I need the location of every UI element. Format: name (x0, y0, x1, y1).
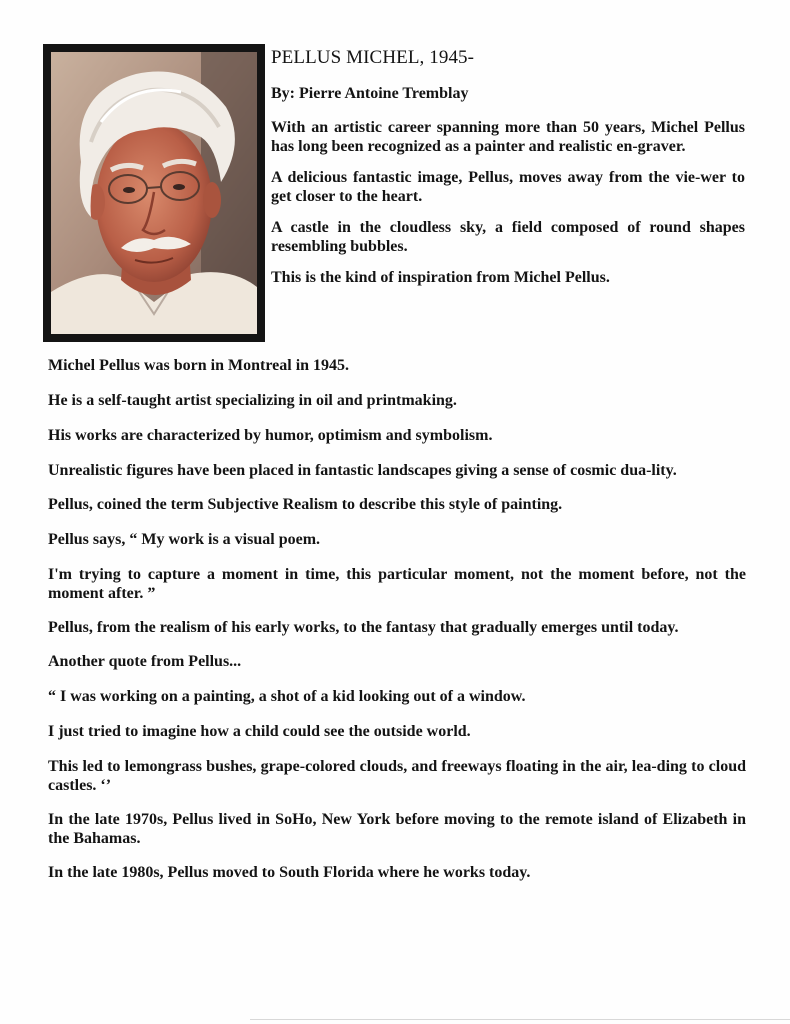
article-header (271, 46, 745, 299)
body-paragraph: Unrealistic figures have been placed in fantastic landscapes giving a sense of cosmic dua-lity. (48, 462, 677, 479)
body-paragraph: In the late 1970s, Pellus lived in SoHo, New York before moving to the remote island of Elizabeth in the Bahamas. (48, 811, 746, 847)
body-paragraph: “ I was working on a painting, a shot of a kid looking out of a window. (48, 688, 526, 705)
artist-portrait-photo (43, 44, 265, 342)
body-paragraph: Pellus, from the realism of his early works, to the fantasy that gradually emerges until today. (48, 619, 679, 636)
body-paragraph: He is a self-taught artist specializing in oil and printmaking. (48, 392, 457, 409)
body-paragraph: Pellus says, “ My work is a visual poem. (48, 531, 321, 548)
intro-paragraph: With an artistic career spanning more than 50 years, Michel Pellus has long been recognized as a painter and realistic en-graver. (271, 119, 745, 155)
body-paragraph: Pellus, coined the term Subjective Realism to describe this style of painting. (48, 496, 563, 513)
article-body (48, 356, 746, 898)
intro-paragraph: This is the kind of inspiration from Michel Pellus. (271, 269, 610, 286)
scan-edge-line (250, 1019, 790, 1020)
article-byline: By: Pierre Antoine Tremblay (271, 85, 469, 102)
article-title: PELLUS MICHEL, 1945- (271, 47, 475, 68)
body-paragraph: I just tried to imagine how a child could see the outside world. (48, 723, 471, 740)
body-paragraph: This led to lemongrass bushes, grape-colored clouds, and freeways floating in the air, lea-ding to cloud castles. ‘’ (48, 758, 746, 794)
body-paragraph: In the late 1980s, Pellus moved to South Florida where he works today. (48, 864, 531, 881)
intro-paragraph: A delicious fantastic image, Pellus, moves away from the vie-wer to get closer to the heart. (271, 169, 745, 205)
body-paragraph: Michel Pellus was born in Montreal in 1945. (48, 357, 350, 374)
body-paragraph: Another quote from Pellus... (48, 653, 242, 670)
body-paragraph: His works are characterized by humor, optimism and symbolism. (48, 427, 493, 444)
portrait-illustration (51, 52, 257, 334)
body-paragraph: I'm trying to capture a moment in time, this particular moment, not the moment before, not the moment after. ” (48, 566, 746, 602)
intro-paragraph: A castle in the cloudless sky, a field composed of round shapes resembling bubbles. (271, 219, 745, 255)
